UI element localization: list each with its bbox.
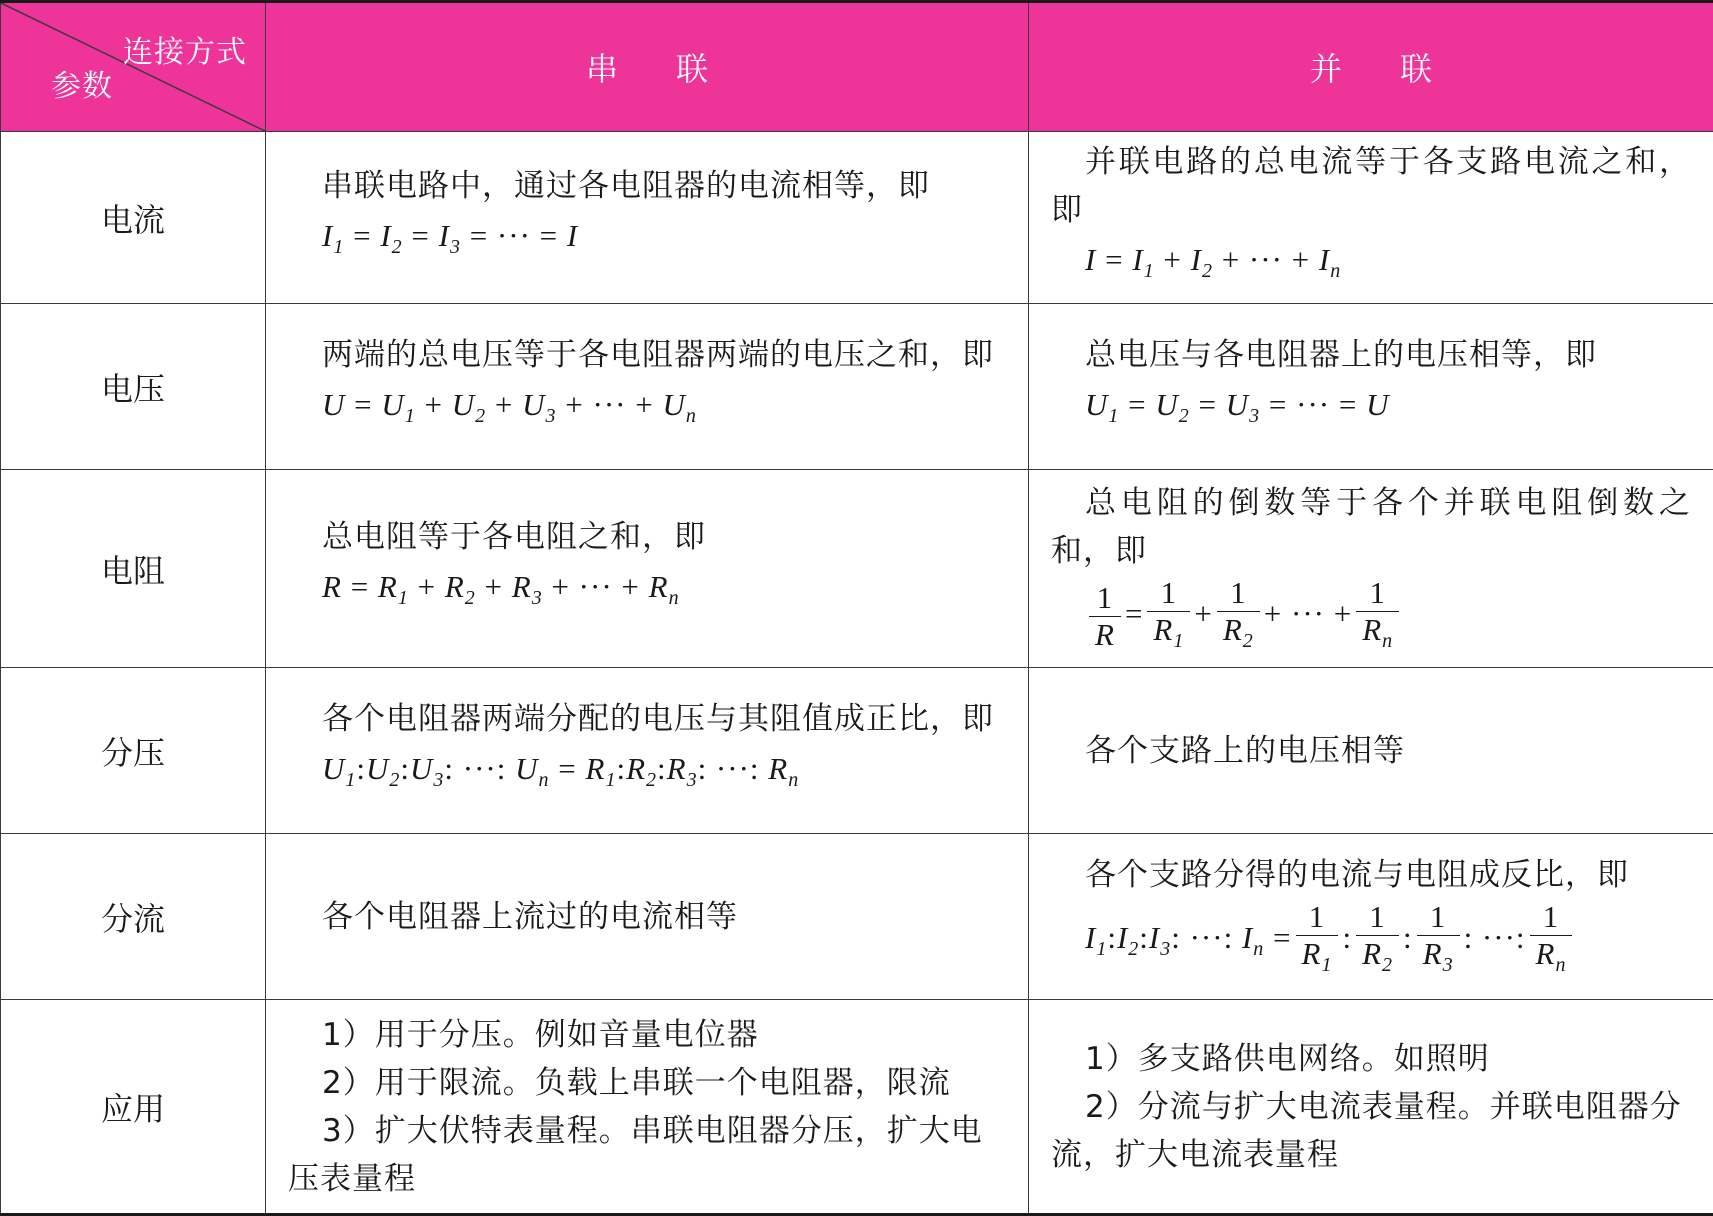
formula: $R = R_1 + R_2 + R_3$ + ··· + $R_n$	[288, 561, 1006, 624]
parallel-cell	[1029, 1000, 1713, 1215]
description-text: 并联电路的总电流等于各支路电流之和，即	[1051, 138, 1691, 234]
parallel-cell	[1029, 834, 1713, 1000]
table-row-voltage-division	[1, 668, 1713, 834]
formula: $U_1 = U_2 = U_3$ = ··· = U	[1051, 379, 1691, 442]
column-header-parallel: 并联	[1029, 2, 1713, 132]
table-row-current-division	[1, 834, 1713, 1000]
param-label: 电阻	[1, 470, 266, 668]
series-cell	[266, 132, 1029, 304]
corner-header-cell	[1, 2, 266, 132]
description-text: 总电阻的倒数等于各个并联电阻倒数之和，即	[1051, 479, 1691, 575]
parallel-cell	[1029, 132, 1713, 304]
table-row-voltage	[1, 304, 1713, 470]
formula: $I_1:I_2:I_3$: ···: $I_n$ = $\frac{1}{R_1}$ : $\frac{1}{R_2}$ : $\frac{1}{R_3}$ : ···: $\frac{1}{R_n}$	[1051, 899, 1691, 983]
list-item: 2）用于限流。负载上串联一个电阻器，限流	[288, 1059, 1006, 1107]
formula: $I = I_1 + I_2$ + ··· + $I_n$	[1051, 234, 1691, 297]
series-cell	[266, 304, 1029, 470]
parallel-cell	[1029, 668, 1713, 834]
list-item: 2）分流与扩大电流表量程。并联电阻器分流，扩大电流表量程	[1051, 1083, 1691, 1179]
description-text: 总电阻等于各电阻之和，即	[288, 513, 1006, 561]
param-label: 应用	[1, 1000, 266, 1215]
param-label: 分流	[1, 834, 266, 1000]
series-cell	[266, 470, 1029, 668]
description-text: 各个支路分得的电流与电阻成反比，即	[1051, 851, 1691, 899]
list-item: 1）多支路供电网络。如照明	[1051, 1035, 1691, 1083]
table-row-current	[1, 132, 1713, 304]
description-text: 串联电路中，通过各电阻器的电流相等，即	[288, 162, 1006, 210]
description-text: 总电压与各电阻器上的电压相等，即	[1051, 331, 1691, 379]
corner-label-connection: 连接方式	[123, 27, 247, 71]
description-text: 各个电阻器上流过的电流相等	[288, 893, 1006, 941]
formula: $I_1 = I_2 = I_3$ = ··· = I	[288, 210, 1006, 273]
description-text: 各个支路上的电压相等	[1051, 727, 1691, 775]
table-row-application	[1, 1000, 1713, 1215]
formula: $U = U_1 + U_2 + U_3$ + ··· + $U_n$	[288, 379, 1006, 442]
description-text: 各个电阻器两端分配的电压与其阻值成正比，即	[288, 695, 1006, 743]
list-item: 3）扩大伏特表量程。串联电阻器分压，扩大电压表量程	[288, 1107, 1006, 1203]
parallel-cell	[1029, 304, 1713, 470]
list-item: 1）用于分压。例如音量电位器	[288, 1011, 1006, 1059]
series-cell	[266, 834, 1029, 1000]
series-cell	[266, 668, 1029, 834]
parallel-cell	[1029, 470, 1713, 668]
formula: $U_1:U_2:U_3$: ···: $U_n$ = $R_1:R_2:R_3$: ···: $R_n$	[288, 743, 1006, 806]
corner-label-parameter: 参数	[51, 61, 113, 105]
formula: $\frac{1}{R}$ = $\frac{1}{R_1}$ + $\frac{1}{R_2}$ + ··· + $\frac{1}{R_n}$	[1051, 575, 1691, 659]
description-text: 两端的总电压等于各电阻器两端的电压之和，即	[288, 331, 1006, 379]
series-cell	[266, 1000, 1029, 1215]
column-header-series: 串联	[266, 2, 1029, 132]
param-label: 分压	[1, 668, 266, 834]
param-label: 电流	[1, 132, 266, 304]
header-row	[1, 2, 1713, 132]
table-row-resistance	[1, 470, 1713, 668]
param-label: 电压	[1, 304, 266, 470]
